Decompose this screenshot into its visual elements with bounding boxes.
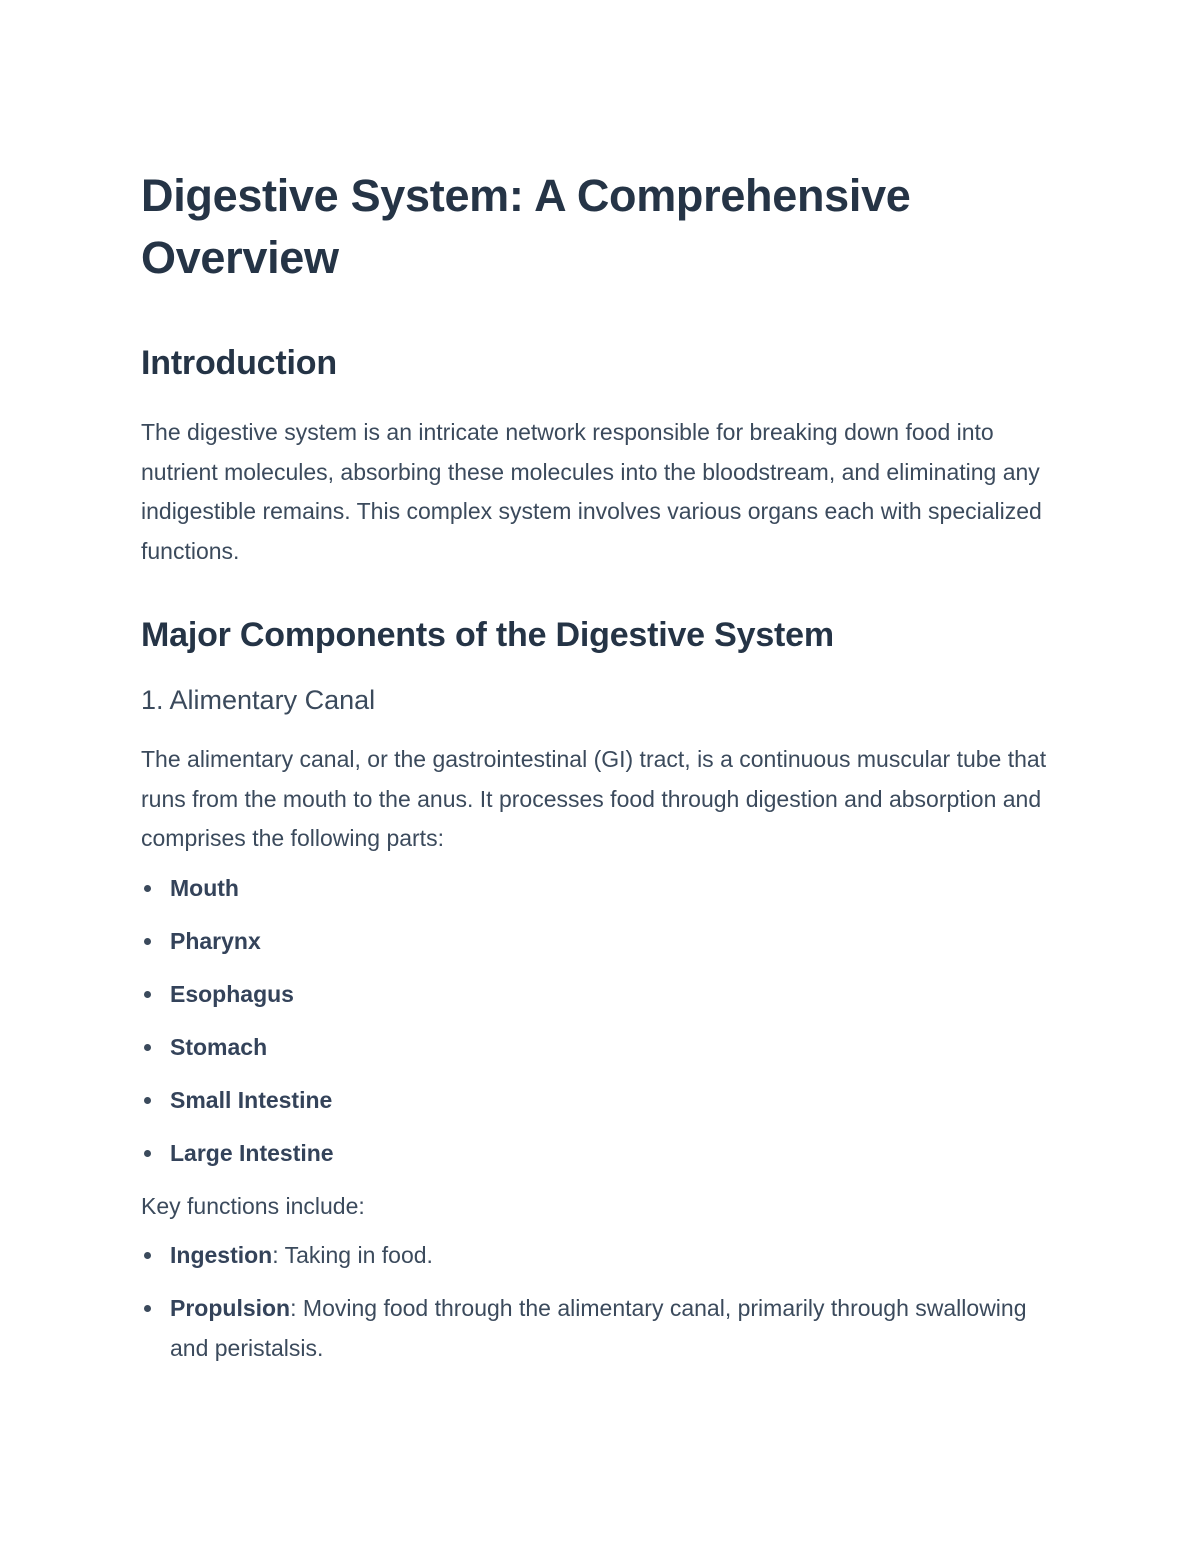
bullet-icon [144, 938, 151, 945]
bullet-icon [144, 1252, 151, 1259]
document-title: Digestive System: A Comprehensive Overview [141, 170, 911, 283]
list-item [141, 1028, 1071, 1068]
key-functions-list [141, 1236, 1071, 1368]
list-item [141, 975, 1071, 1015]
term-separator: : [272, 1242, 285, 1268]
part-name: Esophagus [170, 980, 294, 1007]
list-item [141, 1289, 1071, 1368]
list-item [141, 869, 1071, 909]
alimentary-canal-paragraph: The alimentary canal, or the gastrointestinal (GI) tract, is a continuous muscular tube that runs from the mouth to the anus. It processes food through digestion and absorption and comprises the following parts: [141, 746, 1047, 851]
major-components-heading: Major Components of the Digestive System [141, 616, 834, 654]
introduction-paragraph: The digestive system is an intricate network responsible for breaking down food into nutrient molecules, absorbing these molecules into the bloodstream, and eliminating any indigestible remains. This complex system involves various organs each with specialized functions. [141, 419, 1042, 564]
list-item [141, 1081, 1071, 1121]
part-name: Small Intestine [170, 1086, 333, 1113]
part-name: Pharynx [170, 927, 261, 954]
list-item [141, 1236, 1071, 1276]
function-term: Ingestion [170, 1242, 273, 1268]
part-name: Large Intestine [170, 1139, 334, 1166]
function-description: Taking in food. [284, 1242, 433, 1268]
bullet-icon [144, 991, 151, 998]
alimentary-canal-heading: 1. Alimentary Canal [141, 685, 376, 715]
part-name: Mouth [170, 874, 239, 901]
key-functions-label: Key functions include: [141, 1192, 365, 1219]
part-name: Stomach [170, 1033, 268, 1060]
bullet-icon [144, 885, 151, 892]
function-description: Moving food through the alimentary canal, primarily through swallowing and peristalsis. [170, 1295, 1027, 1361]
bullet-icon [144, 1097, 151, 1104]
list-item [141, 1134, 1071, 1174]
bullet-icon [144, 1150, 151, 1157]
introduction-heading: Introduction [141, 344, 337, 382]
function-term: Propulsion [170, 1295, 291, 1321]
bullet-icon [144, 1305, 151, 1312]
list-item [141, 922, 1071, 962]
bullet-icon [144, 1044, 151, 1051]
alimentary-parts-list [141, 869, 1071, 1174]
term-separator: : [290, 1295, 303, 1321]
document-page [141, 165, 1071, 1382]
